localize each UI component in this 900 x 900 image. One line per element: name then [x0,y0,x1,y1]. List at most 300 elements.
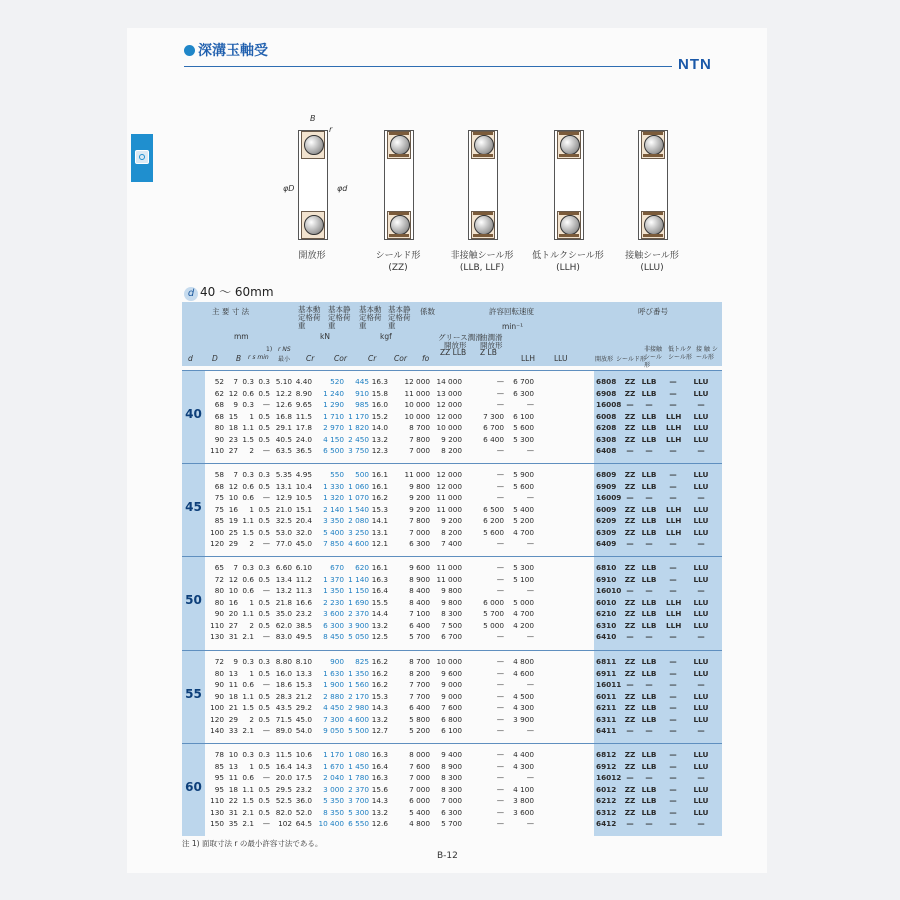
bearing-variant: — [669,400,677,409]
table-cell: 1.5 [242,434,254,444]
bearing-number: 6208 [596,423,617,432]
table-cell: 4 200 [513,620,534,630]
table-cell: 2 370 [348,609,369,618]
table-cell: 11 000 [404,470,430,479]
table-cell: — [496,493,504,502]
table-cell: 2.1 [242,819,254,828]
table-cell: 15.6 [371,784,388,794]
table-cell: 8 200 [441,527,462,537]
bearing-number: 6212 [596,796,617,805]
table-cell: 20.0 [275,773,292,782]
table-cell: 1.1 [242,691,254,701]
table-cell: 13 [228,761,238,771]
table-cell: 3 000 [323,784,344,794]
table-cell: 1.1 [242,784,254,794]
table-cell: 150 [210,819,224,828]
table-cell: 12.9 [275,493,292,502]
bearing-variant: — [669,539,677,548]
section-tab[interactable] [131,134,153,182]
table-cell: 20 [228,609,238,618]
bearing-variant: LLU [693,703,709,712]
table-cell: 0.5 [258,574,270,584]
bearing-number: 6011 [596,691,617,701]
table-cell: 1 [249,504,254,514]
table-cell: 0.3 [242,657,254,666]
table-cell: 14.4 [371,609,388,618]
seal-mark [643,212,663,215]
bearing-variant: — [669,657,677,666]
bearing-number: 6008 [596,411,617,421]
table-cell: 24.0 [295,434,312,444]
table-cell: 90 [214,691,224,701]
table-cell: — [496,481,504,491]
table-cell: 11 000 [436,574,462,584]
bearing-variant: LLH [666,423,682,432]
table-cell: 1 080 [348,750,369,759]
table-cell: 9 [233,657,238,666]
table-cell: 8 450 [323,632,344,641]
table-cell: 6 000 [409,796,430,805]
table-cell: 15.1 [295,504,312,514]
table-cell: 1 [249,761,254,771]
table-cell: 54.0 [295,726,312,735]
table-cell: — [526,773,534,782]
table-cell: — [262,632,270,641]
table-cell: 1 710 [323,411,344,421]
bore-diameter: 60 [185,780,202,794]
table-cell: 5 900 [513,470,534,479]
bearing-variant: LLH [666,620,682,630]
table-cell: 16.1 [371,481,388,491]
table-header [182,302,722,369]
bearing-number: 6312 [596,807,617,817]
table-cell: 2.1 [242,726,254,735]
table-cell: 2 [249,539,254,548]
table-cell: 4 800 [409,819,430,828]
bearing-number: 6908 [596,388,617,398]
table-cell: 0.5 [258,703,270,712]
bearing-variant: LLH [666,504,682,514]
table-cell: 28.3 [275,691,292,701]
bearing-number: 6309 [596,527,617,537]
ball-icon [474,215,494,235]
table-cell: 62.0 [275,620,292,630]
bearing-variant: ZZ [624,470,636,479]
table-cell: 5 400 [513,504,534,514]
table-cell: — [496,563,504,572]
table-cell: 12.1 [371,539,388,548]
table-cell: 0.6 [242,773,254,782]
table-cell: 5 300 [348,807,369,817]
bearing-variant: LLU [693,597,709,607]
table-cell: 0.3 [242,377,254,386]
table-cell: 5 050 [348,632,369,641]
table-cell: — [496,400,504,409]
table-cell: 6 400 [409,620,430,630]
table-cell: 95 [214,773,224,782]
table-cell: 1 330 [323,481,344,491]
table-cell: 10 000 [404,411,430,421]
bearing-ring [557,211,581,239]
table-cell: 110 [210,446,224,455]
bearing-variant: — [669,784,677,794]
bore-diameter: 55 [185,687,202,701]
table-cell: 0.5 [258,761,270,771]
hdr-col-cr2: Cr [368,354,377,363]
hdr-n-lowtorque: 低トルク シール形 [668,346,692,361]
seal-mark [473,212,493,215]
table-cell: 2 [249,714,254,724]
table-cell: — [262,680,270,689]
table-cell: 12.3 [371,446,388,455]
table-cell: 7 800 [409,516,430,525]
table-cell: 9 200 [441,516,462,525]
table-cell: 16.2 [371,493,388,502]
bearing-variant: — [697,680,705,689]
table-cell: 7 000 [409,784,430,794]
table-cell: 1 900 [323,680,344,689]
table-cell: — [262,773,270,782]
bearing-variant: LLB [641,750,657,759]
bearing-variant: LLU [693,377,709,386]
table-cell: 3 350 [323,516,344,525]
bearing-variant: LLB [641,516,657,525]
bearing-variant: LLH [666,434,682,444]
bearing-number: 6909 [596,481,617,491]
table-cell: 8 900 [441,761,462,771]
table-cell: 7 [233,470,238,479]
ball-icon [560,215,580,235]
table-cell: 5 000 [483,620,504,630]
bore-group-60 [182,743,722,836]
bearing-variant: ZZ [624,434,636,444]
table-cell: 7 850 [323,539,344,548]
bearing-number: 6911 [596,668,617,678]
table-cell: 7 600 [441,703,462,712]
bearing-variant: — [645,773,653,782]
size-range [184,283,274,301]
bearing-variant: LLU [693,761,709,771]
bearing-variant: — [645,632,653,641]
table-cell: 32.5 [275,516,292,525]
table-cell: 7 [233,563,238,572]
table-cell: 16.3 [371,574,388,584]
table-cell: 0.3 [242,400,254,409]
table-cell: 16.4 [371,586,388,595]
bearing-variant: LLH [666,411,682,421]
table-cell: 0.5 [258,609,270,618]
table-cell: — [496,388,504,398]
table-cell: — [496,784,504,794]
bearing-variant: ZZ [624,668,636,678]
seal-mark [559,234,579,237]
table-cell: 14.3 [371,703,388,712]
table-row [182,411,722,422]
hdr-col-D: D [212,354,218,363]
table-cell: 3 800 [513,796,534,805]
table-cell: 21.2 [295,691,312,701]
dim-label-B: B [310,114,316,123]
table-cell: 4 100 [513,784,534,794]
table-row [182,445,722,456]
table-cell: 2 230 [323,597,344,607]
bearing-ring [641,131,665,159]
bearing-variant: — [669,714,677,724]
table-cell: 45.0 [295,714,312,724]
table-cell: 1 290 [323,400,344,409]
table-cell: 6 300 [409,539,430,548]
table-cell: 75 [214,504,224,514]
table-row [182,492,722,503]
table-row [182,761,722,772]
table-cell: 1 370 [323,574,344,584]
hdr-col-rns2: 最小 [278,356,291,363]
bearing-variant: LLU [693,527,709,537]
table-cell: 22 [228,796,238,805]
table-cell: 0.3 [258,750,270,759]
table-row [182,608,722,619]
table-cell: 6 100 [441,726,462,735]
table-cell: 6 550 [348,819,369,828]
hdr-allow-speed: 許容回転速度 [489,307,534,316]
table-cell: 16.4 [371,761,388,771]
bearing-variant: ZZ [624,377,636,386]
table-cell: 0.5 [258,481,270,491]
table-cell: 7 700 [409,680,430,689]
table-cell: 12 [228,388,238,398]
bearing-variant: — [626,680,634,689]
ball-icon [474,135,494,155]
seal-mark [473,154,493,157]
table-cell: 4 500 [513,691,534,701]
table-cell: 1 070 [348,493,369,502]
bearing-variant: LLB [641,703,657,712]
bearing-variant: — [697,400,705,409]
table-cell: 14.3 [371,796,388,805]
table-cell: 0.6 [242,493,254,502]
table-cell: 80 [214,668,224,678]
bearing-number: 6210 [596,609,617,618]
table-cell: 7 600 [409,761,430,771]
bearing-variant: — [669,388,677,398]
table-cell: 0.3 [258,563,270,572]
bearing-variant: — [697,773,705,782]
table-cell: 6 100 [513,411,534,421]
hdr-llu: LLU [554,354,568,363]
bearing-variant: LLU [693,784,709,794]
bearing-number: 16009 [596,493,622,502]
table-cell: 4 400 [513,750,534,759]
table-cell: 1 [249,668,254,678]
table-cell: 1 780 [348,773,369,782]
ball-icon [644,135,664,155]
bearing-variant: LLU [693,470,709,479]
bearing-variant: LLU [693,563,709,572]
table-cell: 10 [228,586,238,595]
table-cell: 16.2 [371,668,388,678]
hdr-oil: 油潤滑 [480,333,503,342]
table-cell: 2 370 [348,784,369,794]
bearing-variant: — [669,377,677,386]
bearing-variant: LLU [693,796,709,805]
bearing-variant: — [669,807,677,817]
bearing-variant: LLU [693,609,709,618]
table-cell: 85 [214,516,224,525]
table-cell: — [496,470,504,479]
table-cell: 75 [214,493,224,502]
table-cell: 13.2 [371,434,388,444]
table-cell: 3 600 [323,609,344,618]
bearing-variant: — [697,819,705,828]
table-cell: 18.6 [275,680,292,689]
table-cell: 18 [228,784,238,794]
table-cell: 4 300 [513,703,534,712]
table-cell: 11.3 [295,586,312,595]
bearing-variant: — [626,493,634,502]
table-cell: 6 500 [483,504,504,514]
bearing-variant: — [697,539,705,548]
bearing-variant: — [697,493,705,502]
table-cell: 13.2 [371,620,388,630]
table-cell: — [496,726,504,735]
bearing-variant: LLU [693,388,709,398]
bearing-number: 6910 [596,574,617,584]
hdr-col-rsnote: 1) [266,346,273,353]
table-cell: 1 170 [348,411,369,421]
table-cell: 52.0 [295,807,312,817]
bearing-number: 16011 [596,680,622,689]
bearing-variant: — [697,586,705,595]
bearing-variant: — [645,819,653,828]
table-cell: 13.2 [371,807,388,817]
table-cell: 2 140 [323,504,344,514]
table-cell: 0.5 [258,388,270,398]
table-cell: 0.5 [258,423,270,432]
table-cell: — [262,493,270,502]
table-row [182,818,722,829]
bearing-variant: LLB [641,411,657,421]
table-cell: 71.5 [275,714,292,724]
table-cell: 5 700 [409,632,430,641]
table-cell: 12.7 [371,726,388,735]
table-cell: 5 300 [513,434,534,444]
table-cell: 9 050 [323,726,344,735]
table-cell: 3 900 [348,620,369,630]
table-cell: 0.5 [258,668,270,678]
table-cell: 1.1 [242,423,254,432]
table-cell: — [496,574,504,584]
table-cell: 29 [228,714,238,724]
seal-mark [389,154,409,157]
hdr-n-open: 開放形 [595,356,614,363]
table-cell: 2 970 [323,423,344,432]
table-cell: 14.0 [371,423,388,432]
table-cell: 0.5 [258,527,270,537]
bearing-variant: LLU [693,657,709,666]
table-cell: 0.5 [258,796,270,805]
ball-icon [304,215,324,235]
table-cell: 29 [228,539,238,548]
hdr-col-cor: Cor [334,354,347,363]
table-cell: 10 000 [436,657,462,666]
table-cell: 7 000 [409,446,430,455]
seal-mark [643,154,663,157]
table-row [182,585,722,596]
table-cell: — [262,539,270,548]
table-cell: 27 [228,446,238,455]
bearing-variant: LLU [693,434,709,444]
table-row [182,538,722,549]
table-cell: 4 600 [513,668,534,678]
bearing-variant: LLU [693,411,709,421]
table-cell: 4 600 [348,714,369,724]
bearing-number: 6408 [596,446,617,455]
table-row [182,691,722,702]
table-cell: 77.0 [275,539,292,548]
table-row [182,702,722,713]
table-row [182,784,722,795]
bearing-variant: — [645,493,653,502]
table-cell: 2 880 [323,691,344,701]
seal-mark [559,212,579,215]
table-cell: 6 700 [483,423,504,432]
table-cell: 445 [355,377,369,386]
table-cell: 7 400 [441,539,462,548]
table-cell: 52 [214,377,224,386]
bearing-variant: ZZ [624,388,636,398]
hdr-main-dims: 主 要 寸 法 [212,307,250,316]
bearing-variant: — [669,446,677,455]
bearing-variant: ZZ [624,703,636,712]
table-cell: 10 000 [404,400,430,409]
table-cell: 40.5 [275,434,292,444]
hdr-col-B: B [236,354,242,363]
table-cell: 1 820 [348,423,369,432]
bearing-outline [638,130,668,240]
table-cell: 100 [210,703,224,712]
seal-mark [473,234,493,237]
table-cell: 8 350 [323,807,344,817]
table-cell: 63.5 [275,446,292,455]
title-text: 深溝玉軸受 [198,43,268,59]
table-cell: 16.1 [371,470,388,479]
bearing-number: 6209 [596,516,617,525]
table-cell: 0.5 [258,691,270,701]
table-cell: 120 [210,714,224,724]
page-title [184,40,268,60]
table-cell: 6 700 [513,377,534,386]
table-cell: 5.35 [275,470,292,479]
table-cell: 3 250 [348,527,369,537]
table-cell: 29.2 [295,703,312,712]
bearing-variant: — [697,726,705,735]
table-cell: 5 200 [409,726,430,735]
table-cell: 8 400 [409,586,430,595]
bearing-variant: LLH [666,597,682,607]
bearing-variant: LLU [693,750,709,759]
table-cell: 68 [214,400,224,409]
bearing-variant: LLB [641,388,657,398]
hdr-basic-sta2: 基本静 定格荷重 [388,305,411,330]
bearing-variant: LLB [641,434,657,444]
table-cell: 5 600 [513,423,534,432]
table-cell: 1.5 [242,796,254,805]
bearing-ring [301,211,325,239]
table-cell: 15.3 [371,504,388,514]
bearing-variant: LLB [641,691,657,701]
table-cell: 32.0 [295,527,312,537]
hdr-unit-mm: mm [234,332,249,341]
